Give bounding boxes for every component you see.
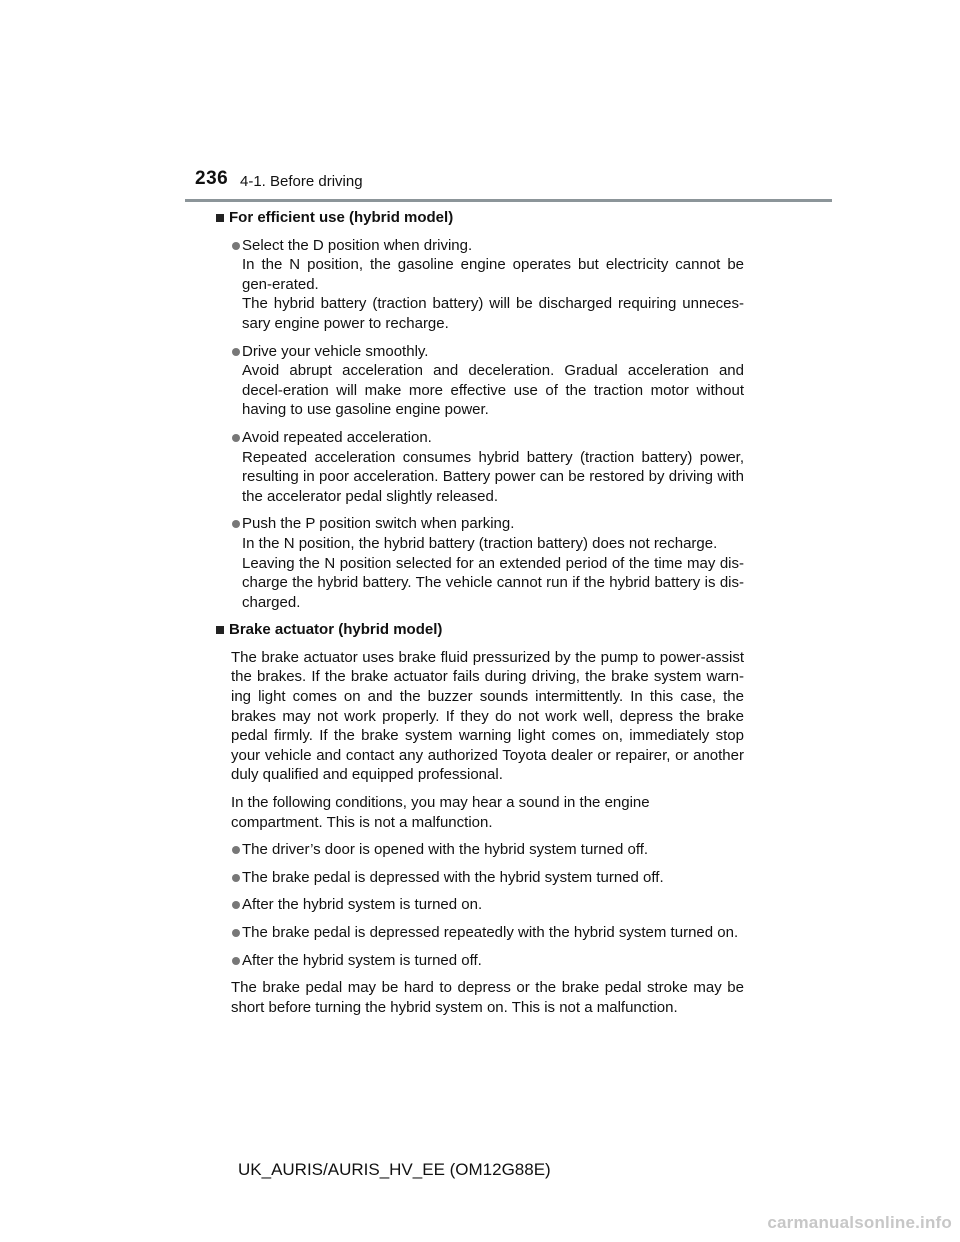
item-lead: Drive your vehicle smoothly. [242,342,429,360]
list-item [216,840,744,860]
page-content [216,208,744,1025]
bullet-dot-icon [232,520,240,528]
bullet-dot-icon [232,874,240,882]
list-item [216,951,744,971]
efficient-use-heading [216,208,744,228]
bullet-dot-icon [232,242,240,250]
bullet-dot-icon [232,929,240,937]
document-code: UK_AURIS/AURIS_HV_EE (OM12G88E) [238,1160,551,1179]
list-item [216,236,744,334]
watermark: carmanualsonline.info [767,1213,952,1232]
bullet-dot-icon [232,846,240,854]
page-number: 236 [195,168,229,189]
item-text: After the hybrid system is turned on. [242,896,483,914]
item-text: After the hybrid system is turned off. [242,951,482,969]
item-body: The hybrid battery (traction battery) will be discharged requiring unneces-sary engine power to recharge. [242,295,744,332]
item-body: In the N position, the gasoline engine operates but electricity cannot be gen-erated. [242,256,744,293]
paragraph: The brake pedal may be hard to depress or the brake pedal stroke may be short before turning the hybrid system on. This is not a malfunction. [231,979,744,1016]
item-lead: Select the D position when driving. [242,236,473,254]
square-bullet-icon [216,626,224,634]
item-body: Leaving the N position selected for an extended period of the time may dis-charge the hybrid battery. The vehicle cannot run if the hybrid battery is dis-charged. [242,554,744,611]
header-divider [185,199,832,202]
list-item [216,923,744,943]
section-title: 4-1. Before driving [240,173,363,190]
heading-text: Brake actuator (hybrid model) [229,621,443,639]
heading-text: For efficient use (hybrid model) [229,209,454,226]
page-header [0,0,960,210]
list-item [216,868,744,888]
bullet-dot-icon [232,957,240,965]
item-lead: Push the P position switch when parking. [242,515,515,533]
list-item [216,428,744,506]
item-text: The brake pedal is depressed repeatedly with the hybrid system turned on. [242,924,739,941]
paragraph: The brake actuator uses brake fluid pressurized by the pump to power-assist the brakes. If the brake actuator fails during driving, the brake system warn-ing light comes on and the buzzer sounds intermittently. In this case, the brakes may not work properly. If they do not work well, depress the brake pedal firmly. If the brake system warning light comes on, immediately stop your vehicle and contact any authorized Toyota dealer or repairer, or another duly qualified and equipped professional. [231,648,744,784]
item-body: In the N position, the hybrid battery (traction battery) does not recharge. [242,534,718,552]
item-text: The brake pedal is depressed with the hybrid system turned off. [242,868,664,886]
list-item [216,895,744,915]
item-body: Repeated acceleration consumes hybrid battery (traction battery) power, resulting in poor acceleration. Battery power can be restored by driving with the accelerator pedal slightly released. [242,448,744,505]
list-item [216,514,744,612]
item-lead: Avoid repeated acceleration. [242,428,432,446]
bullet-dot-icon [232,901,240,909]
list-item [216,342,744,420]
bullet-dot-icon [232,434,240,442]
brake-actuator-heading [216,620,744,640]
square-bullet-icon [216,214,224,222]
item-body: Avoid abrupt acceleration and deceleration. Gradual acceleration and decel-eration will make more effective use of the traction motor without having to use gasoline engine power. [242,362,744,419]
paragraph: In the following conditions, you may hear a sound in the engine compartment. This is not a malfunction. [231,794,650,831]
item-text: The driver’s door is opened with the hybrid system turned off. [242,841,649,859]
bullet-dot-icon [232,348,240,356]
